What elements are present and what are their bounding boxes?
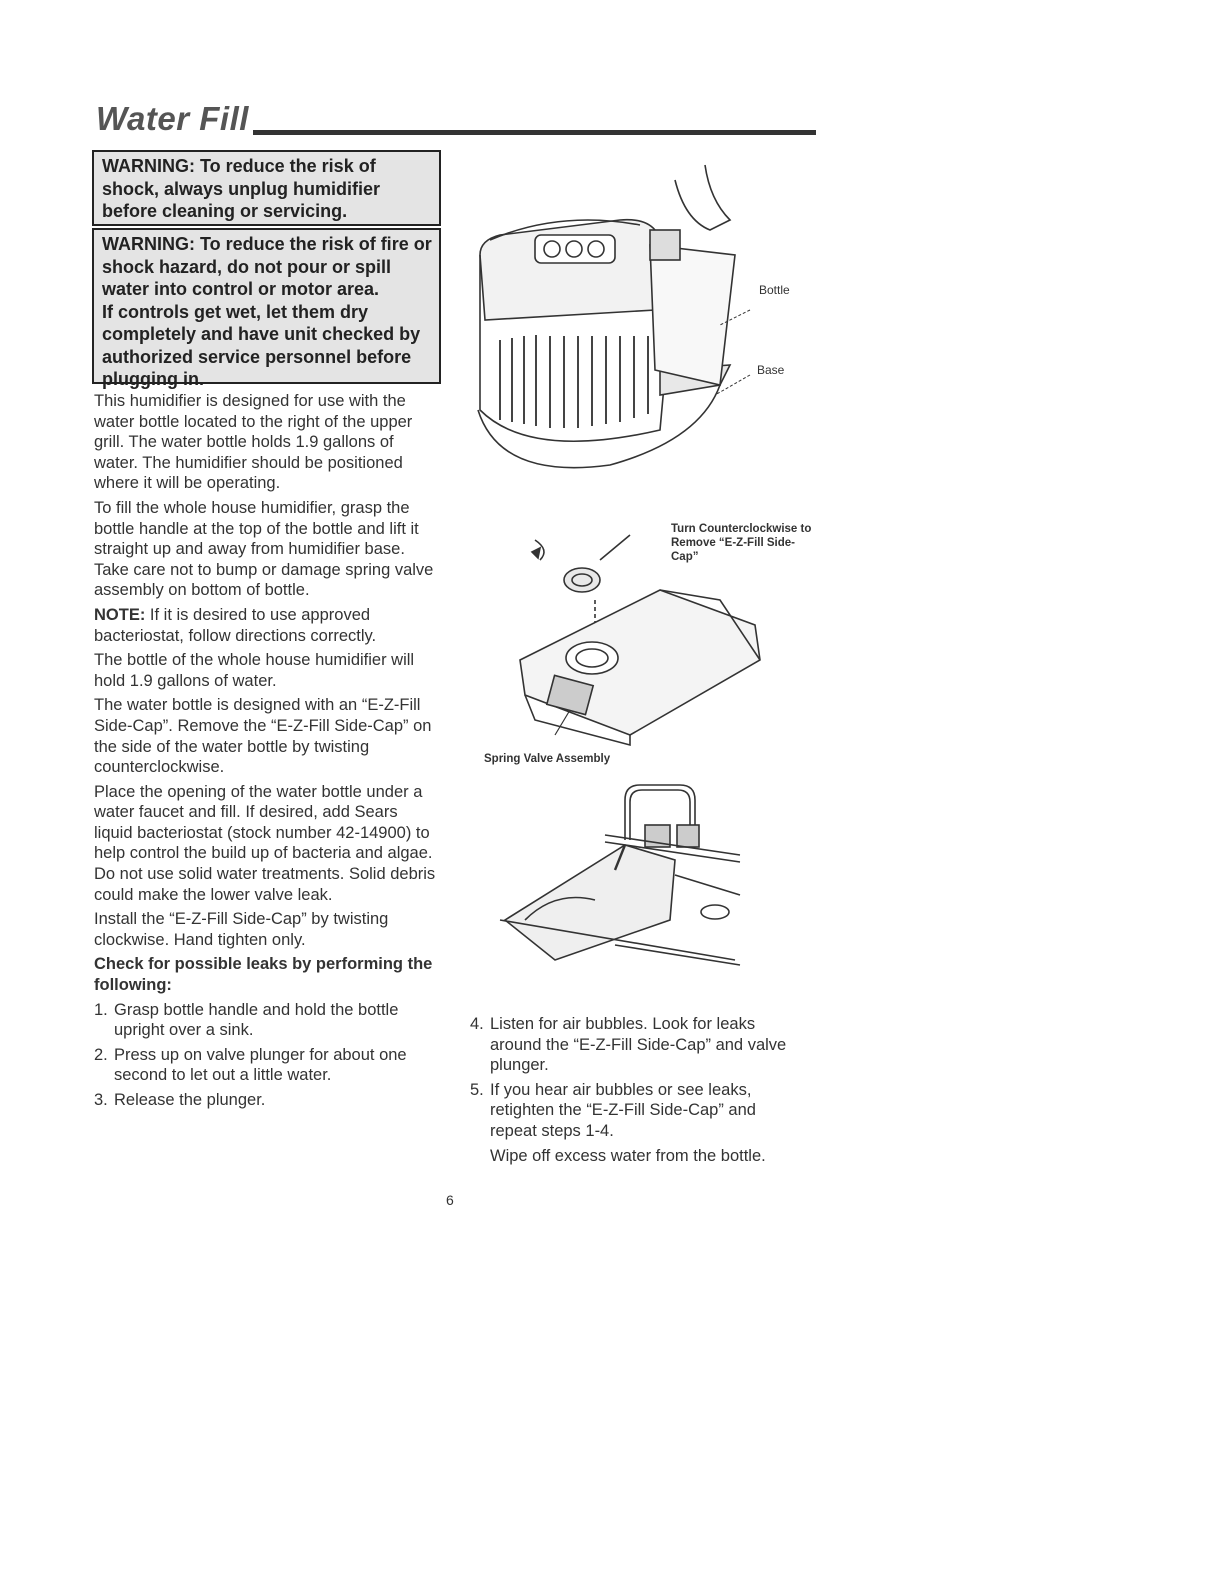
paragraph: The bottle of the whole house humidifier will hold 1.9 gallons of water. xyxy=(94,651,415,690)
note-label: NOTE: xyxy=(94,605,146,624)
note-paragraph xyxy=(94,605,439,646)
step-number: 5. xyxy=(470,1080,484,1099)
warning-box-fire xyxy=(92,228,441,389)
bottle-sidecap-illustration xyxy=(510,530,780,760)
warning-text: If controls get wet, let them dry completely and have unit checked by authorized service personnel before plugging in. xyxy=(102,301,421,389)
step-text: Release the plunger. xyxy=(114,1091,266,1109)
humidifier-illustration xyxy=(470,160,800,480)
step-number: 1. xyxy=(94,1000,108,1019)
list-item xyxy=(94,1045,439,1086)
list-item xyxy=(470,1080,800,1142)
paragraph: Install the “E-Z-Fill Side-Cap” by twisting clockwise. Hand tighten only. xyxy=(94,910,389,949)
wipe-instruction: Wipe off excess water from the bottle. xyxy=(490,1146,766,1165)
warning-text: WARNING: To reduce the risk of fire or shock hazard, do not pour or spill water into control or motor area. xyxy=(102,234,432,299)
paragraph: To fill the whole house humidifier, grasp the bottle handle at the top of the bottle and lift it straight up and away from humidifier base. Take care not to bump or damage spring valve assembly on bottom of bottle. xyxy=(94,498,434,600)
check-heading: Check for possible leaks by performing the following: xyxy=(94,955,433,995)
page-title: Water Fill xyxy=(96,100,253,138)
list-item xyxy=(94,1090,439,1111)
step-number: 2. xyxy=(94,1045,108,1064)
page-title-block xyxy=(96,100,816,142)
callout-spring-valve: Spring Valve Assembly xyxy=(484,753,611,765)
callout-base: Base xyxy=(757,363,785,377)
note-text: If it is desired to use approved bacteriostat, follow directions correctly. xyxy=(94,605,377,645)
step-number: 4. xyxy=(470,1015,484,1033)
step-text: Press up on valve plunger for about one second to let out a little water. xyxy=(114,1045,407,1085)
step-text: Listen for air bubbles. Look for leaks around the “E-Z-Fill Side-Cap” and valve plunger. xyxy=(490,1015,787,1075)
paragraph: Place the opening of the water bottle under a water faucet and fill. If desired, add Sears liquid bacteriostat (stock number 42-14900) to help control the build up of bacteria and algae. Do not use solid water treatments. Solid debris could make the lower valve leak. xyxy=(94,782,436,904)
warning-text: WARNING: To reduce the risk of shock, always unplug humidifier before cleaning or servicing. xyxy=(102,156,381,221)
callout-turn-ccw: Turn Counterclockwise to Remove “E-Z-Fill Side-Cap” xyxy=(671,523,812,563)
bottle-faucet-illustration xyxy=(495,770,755,970)
list-item xyxy=(94,1000,439,1041)
paragraph: The water bottle is designed with an “E-Z-Fill Side-Cap”. Remove the “E-Z-Fill Side-Cap” on the side of the water bottle by twisting counterclockwise. xyxy=(94,696,432,777)
page-number: 6 xyxy=(446,1192,454,1208)
step-number: 3. xyxy=(94,1091,108,1109)
step-text: Grasp bottle handle and hold the bottle upright over a sink. xyxy=(114,1000,399,1040)
steps-list-right xyxy=(470,1014,800,1142)
left-column xyxy=(94,391,439,1115)
step-text: If you hear air bubbles or see leaks, retighten the “E-Z-Fill Side-Cap” and repeat steps 1-4. xyxy=(490,1080,756,1140)
warning-box-shock xyxy=(92,150,441,226)
steps-list-left xyxy=(94,1000,439,1111)
paragraph: This humidifier is designed for use with the water bottle located to the right of the upper grill. The water bottle holds 1.9 gallons of water. The humidifier should be positioned where it will be operating. xyxy=(94,392,413,493)
callout-bottle: Bottle xyxy=(759,283,790,297)
right-column xyxy=(470,1014,800,1166)
list-item xyxy=(470,1014,800,1076)
